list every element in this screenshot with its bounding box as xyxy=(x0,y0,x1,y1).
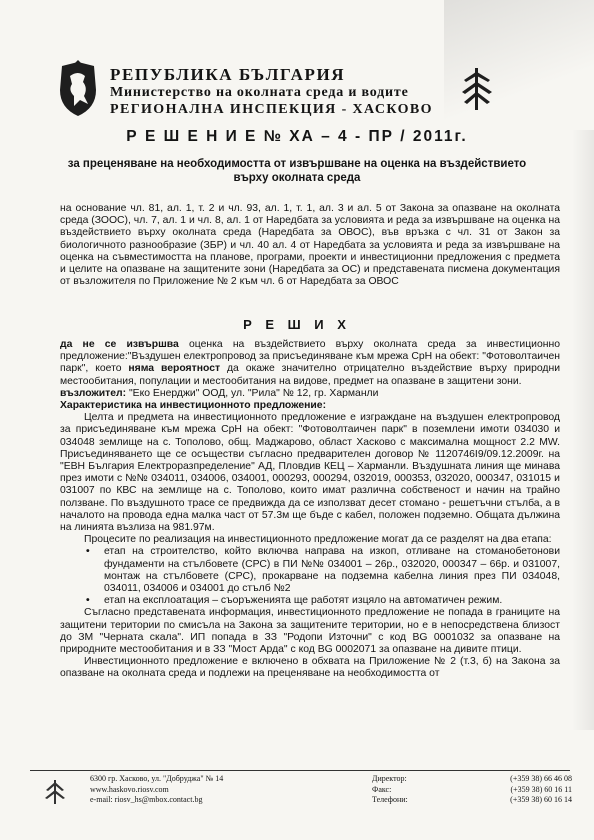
footer-tree-icon xyxy=(40,776,70,806)
investor-value: "Еко Енерджи" ООД, ул. "Рила" № 12, гр. Харманли xyxy=(126,387,379,399)
country-name: РЕПУБЛИКА БЪЛГАРИЯ xyxy=(110,65,346,84)
legal-basis-paragraph: на основание чл. 81, ал. 1, т. 2 и чл. 93, ал. 1, т. 1, ал. 3 и ал. 5 от Закона за опазване на околната среда (ЗООС), чл. 7, ал. 1 и чл. 8, ал. 1 от Наредбата за условията и реда за извършване на оценка на въздействието върху околната среда (Наредбата за ОВОС), във връзка с чл. 31 от Закон за биологичното разнообразие (ЗБР) и чл. 40 ал. 4 от Наредбата за условията и реда за извършване на оценка на съвместимостта на планове, програми, проекти и инвестиционни предложения с предмета и целите на опазване на защитените зони (Наредбата за ОС) и представената писмена документация от възложителя по Приложение № 2 към чл. 6 от Наредбата за ОВОС xyxy=(60,203,560,288)
footer-contacts xyxy=(90,774,223,806)
list-item: • етап на експлоатация – съоръженията ще работят изцяло на автоматичен режим. xyxy=(86,595,560,607)
director-label: Директор: xyxy=(372,774,407,783)
footer-phones xyxy=(372,774,572,806)
telephone-label: Телефони: xyxy=(372,795,408,804)
decision-title: Р Е Ш Е Н И Е № ХА – 4 - ПР / 2011г. xyxy=(126,128,468,145)
decision-text-part1: оценка на въздействието върху околната среда за инвестиционно предложение:"Въздушен електропровод за присъединяване към мрежа СрН на обект: "Фотоволтаичен парк", което xyxy=(60,339,560,375)
decided-heading: Р Е Ш И Х xyxy=(243,317,351,332)
lion-crest-icon xyxy=(52,60,104,118)
footer-web[interactable]: www.haskovo.riosv.com xyxy=(90,784,169,794)
footer-divider xyxy=(30,770,570,771)
footer-address: 6300 гр. Хасково, ул. "Добруджа" № 14 xyxy=(90,774,224,783)
investor-label: възложител: xyxy=(60,387,127,399)
director-phone-row xyxy=(372,774,572,785)
stages-intro: Процесите по реализация на инвестиционното предложение могат да се разделят на два етапа: xyxy=(84,534,552,546)
fax-row xyxy=(372,785,572,796)
annex-paragraph: Инвестиционното предложение е включено в обхвата на Приложение № 2 (т.3, б) на Закона за опазване на околната среда и подлежи на преценяване на необходимостта от xyxy=(60,656,560,680)
list-item: • етап на строителство, който включва направа на изкоп, отливане на стоманобетонови фундаменти на стълбовете (СРС) в ПИ №№ 034001 – 26р., 032020, 000347 – 66р. и 031007, монтаж на стълбовете (СРС), прокарване на подземна кабелна линия през ПИ 034048, 034011, 034006 и 034001 до стълб №2 xyxy=(86,546,560,595)
ministry-name: Министерство на околната среда и водите xyxy=(110,85,409,100)
purpose-paragraph: Целта и предмета на инвестиционното предложение е изграждане на въздушен електропровод за присъединяване към мрежа СрН на обект: "Фотоволтаичен парк" в поземлени имоти 034030 и 034048 землище на с. Тополово, общ. Маджарово, област Хасково с максимална мощност 2.2 MW. Присъединяването ще се осъществи съгласно предварителен договор № 1120746I9/09.12.2009г. на "ЕВН България Електроразпределение" АД, Пловдив КЕЦ – Харманли. Въздушната линия ще минава през имоти с №№ 034011, 034006, 034001, 000293, 000294, 032019, 000353, 032020, 000347, 031015 и 031007 по КВС на землище на с. Тополово, които имат различна собственост и начин на трайно ползване. По въздушното трасе се предвижда да се използват десет стомано - решетъчни стълба, а в началото на провода една малка част от 57.3м ще бъде с кабел, положен подземно. Общата дължина на линията възлиза на 981.97м. xyxy=(60,412,560,534)
fax-phone: (+359 38) 60 16 11 xyxy=(510,784,572,794)
decision-body xyxy=(60,339,560,681)
characteristics-heading: Характеристика на инвестиционното предложение: xyxy=(60,400,327,412)
decision-subtitle: за преценяване на необходимостта от извършване на оценка на въздействието върху околната среда xyxy=(67,158,527,184)
letterhead xyxy=(52,60,492,120)
protected-areas-paragraph: Съгласно представената информация, инвестиционното предложение не попада в границите на защитени територии по смисъла на Закона за защитените територии, но е в непосредствена близост до ЗМ "Черната скала". ИП попада в ЗЗ "Родопи Източни" с код BG 0001032 за опазване на природните местообитания и в ЗЗ "Мост Арда" с код BG 0002071 за опазване на дивите птици. xyxy=(60,607,560,656)
stages-list xyxy=(60,546,560,607)
scan-bleed-right-edge xyxy=(572,130,594,730)
decision-text-part2: да окаже значително отрицателно въздействие върху природни местообитания, популации и местообитания на видове, предмет на опазване в защитени зони. xyxy=(60,363,560,387)
tree-logo-icon xyxy=(460,64,494,112)
decision-bold-no-probability: няма вероятност xyxy=(128,363,221,375)
telephone-phone: (+359 38) 60 16 14 xyxy=(510,795,572,804)
telephone-row xyxy=(372,795,572,806)
decision-bold-not-performed: да не се извършва xyxy=(60,339,179,350)
fax-label: Факс: xyxy=(372,784,392,794)
decision-statement xyxy=(60,339,560,388)
footer-email[interactable]: e-mail: riosv_hs@mbox.contact.bg xyxy=(90,795,203,804)
inspectorate-name: РЕГИОНАЛНА ИНСПЕКЦИЯ - ХАСКОВО xyxy=(110,102,433,117)
investor-line xyxy=(60,388,560,400)
letterhead-text xyxy=(110,66,433,118)
director-phone: (+359 38) 66 46 08 xyxy=(510,774,572,783)
